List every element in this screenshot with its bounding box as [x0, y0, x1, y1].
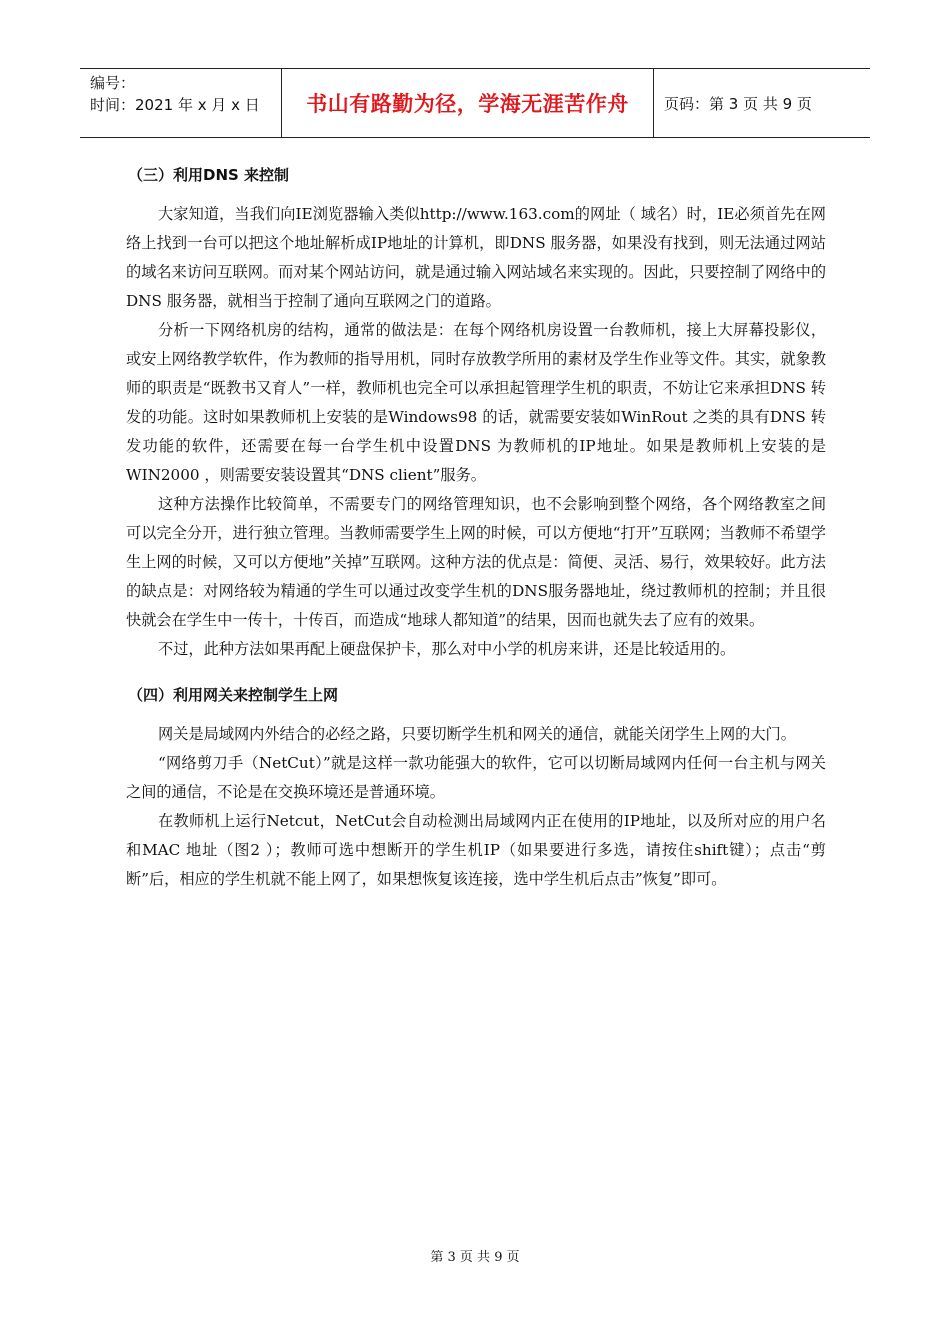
header-page-code: 页码：第 3 页 共 9 页: [664, 94, 812, 113]
paragraph: 分析一下网络机房的结构，通常的做法是：在每个网络机房设置一台教师机，接上大屏幕投影仪，或安上网络教学软件，作为教师的指导用机，同时存放教学所用的素材及学生作业等文件。其实，就象教师的职责是“既教书又育人”一样，教师机也完全可以承担起管理学生机的职责，不妨让它来承担DNS 转发的功能。这时如果教师机上安装的是Windows98 的话，就需要安装如WinRout 之类的具有DNS 转发功能的软件，还需要在每一台学生机中设置DNS 为教师机的IP地址。如果是教师机上安装的是WIN2000 ，则需要安装设置其“DNS client”服务。: [126, 321, 826, 484]
header-meta: [80, 69, 281, 137]
paragraph: 在教师机上运行Netcut，NetCut会自动检测出局域网内正在使用的IP地址，以及所对应的用户名和MAC 地址（图2 ）；教师可选中想断开的学生机IP（如果要进行多选，请按住shift键）；点击“剪断”后，相应的学生机就不能上网了，如果想恢复该连接，选中学生机后点击”恢复”即可。: [126, 812, 826, 888]
section-heading-gateway: （四）利用网关来控制学生上网: [128, 686, 339, 704]
document-number-label: 编号：: [90, 74, 136, 92]
document-time-label: 时间：2021 年 x 月 x 日: [90, 96, 260, 114]
paragraph: 网关是局域网内外结合的必经之路，只要切断学生机和网关的通信，就能关闭学生上网的大门。: [158, 725, 796, 743]
section-heading-dns: （三）利用DNS 来控制: [128, 166, 290, 184]
paragraph: “网络剪刀手（NetCut）”就是这样一款功能强大的软件，它可以切断局域网内任何一台主机与网关之间的通信，不论是在交换环境还是普通环境。: [126, 754, 826, 801]
paragraph: 不过，此种方法如果再配上硬盘保护卡，那么对中小学的机房来讲，还是比较适用的。: [158, 640, 736, 658]
page-footer: 第 3 页 共 9 页: [430, 1250, 520, 1265]
header-motto: 书山有路勤为径，学海无涯苦作舟: [281, 69, 654, 137]
paragraph: 这种方法操作比较简单，不需要专门的网络管理知识，也不会影响到整个网络，各个网络教室之间可以完全分开，进行独立管理。当教师需要学生上网的时候，可以方便地“打开”互联网；当教师不希望学生上网的时候，又可以方便地”关掉”互联网。这种方法的优点是：简便、灵活、易行，效果较好。此方法的缺点是：对网络较为精通的学生可以通过改变学生机的DNS服务器地址，绕过教师机的控制；并且很快就会在学生中一传十，十传百，而造成“地球人都知道”的结果，因而也就失去了应有的效果。: [126, 495, 826, 629]
page-header: [80, 68, 870, 138]
document-body: [126, 158, 826, 894]
paragraph: 大家知道，当我们向IE浏览器输入类似http://www.163.com的网址（ 域名）时，IE必须首先在网络上找到一台可以把这个地址解析成IP地址的计算机，即DNS 服务器，如果没有找到，则无法通过网站的域名来访问互联网。而对某个网站访问，就是通过输入网站域名来实现的。因此，只要控制了网络中的DNS 服务器，就相当于控制了通向互联网之门的道路。: [126, 205, 826, 310]
